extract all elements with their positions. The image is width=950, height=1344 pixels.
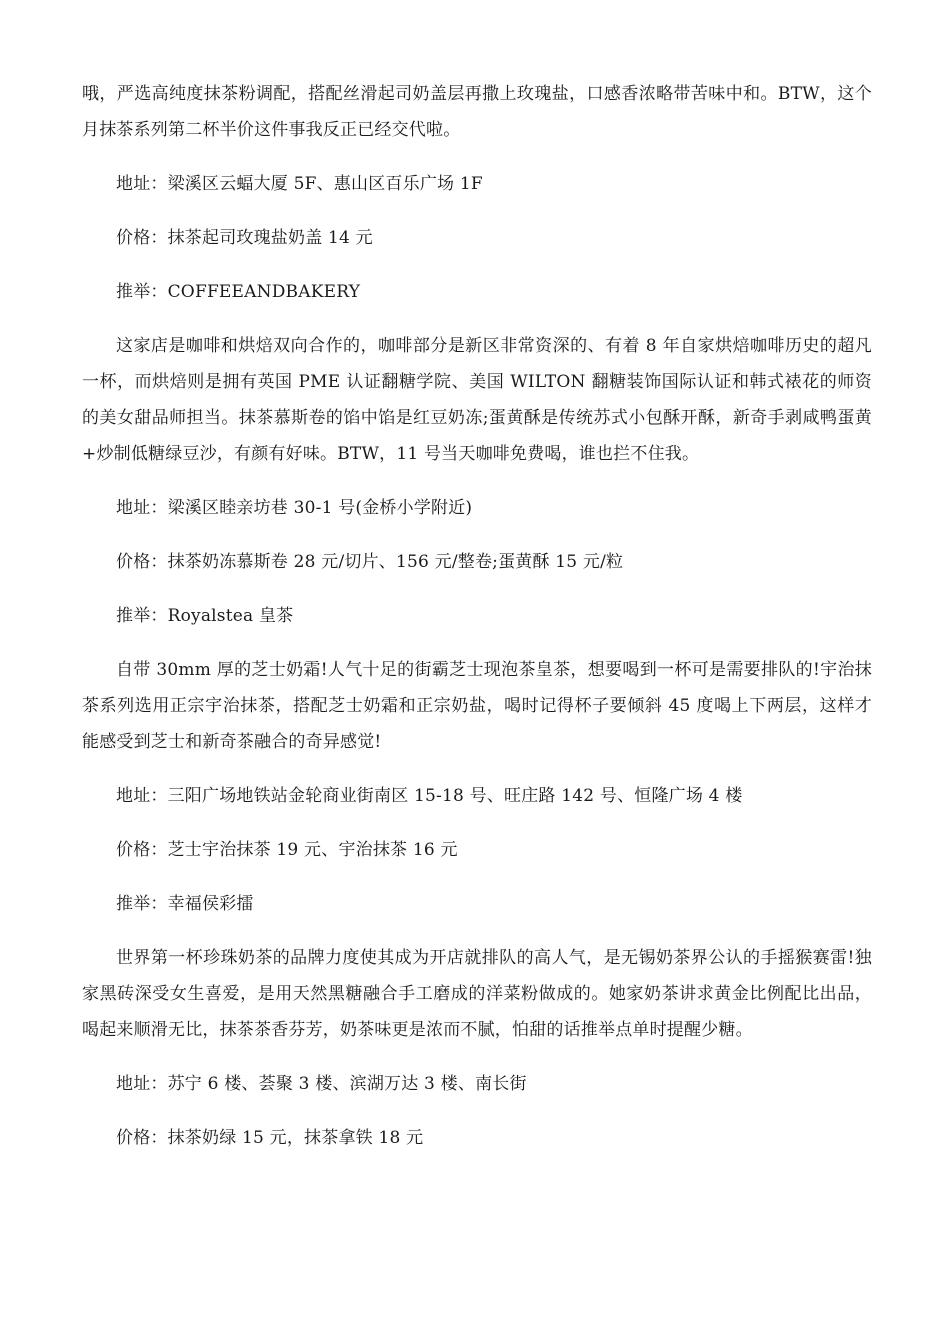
intro-paragraph: 哦，严选高纯度抹茶粉调配，搭配丝滑起司奶盖层再撒上玫瑰盐，口感香浓略带苦味中和。BTW，这个月抹茶系列第二杯半价这件事我反正已经交代啦。 [82, 84, 872, 140]
shop2-recommend: 推举：COFFEEANDBAKERY [116, 282, 361, 302]
shop3-recommend: 推举：Royalstea 皇茶 [116, 606, 294, 626]
shop2-price: 价格：抹茶奶冻慕斯卷 28 元/切片、156 元/整卷;蛋黄酥 15 元/粒 [116, 552, 624, 572]
shop4-description: 世界第一杯珍珠奶茶的品牌力度使其成为开店就排队的高人气，是无锡奶茶界公认的手摇猴赛雷!独家黑砖深受女生喜爱，是用天然黑糖融合手工磨成的洋菜粉做成的。她家奶茶讲求黄金比例配比出品，喝起来顺滑无比，抹茶茶香芬芳，奶茶味更是浓而不腻，怕甜的话推举点单时提醒少糖。 [82, 948, 872, 1040]
shop1-price: 价格：抹茶起司玫瑰盐奶盖 14 元 [116, 228, 373, 248]
shop3-price: 价格：芝士宇治抹茶 19 元、宇治抹茶 16 元 [116, 840, 458, 860]
shop2-address: 地址：梁溪区睦亲坊巷 30-1 号(金桥小学附近) [116, 498, 473, 518]
shop2-description: 这家店是咖啡和烘焙双向合作的，咖啡部分是新区非常资深的、有着 8 年自家烘焙咖啡历史的超凡一杯，而烘焙则是拥有英国 PME 认证翻糖学院、美国 WILTON 翻糖装饰国际认证和韩式裱花的师资的美女甜品师担当。抹茶慕斯卷的馅中馅是红豆奶冻;蛋黄酥是传统苏式小包酥开酥，新奇手剥咸鸭蛋黄+炒制低糖绿豆沙，有颜有好味。BTW，11 号当天咖啡免费喝，谁也拦不住我。 [82, 336, 872, 464]
shop1-address: 地址：梁溪区云蝠大厦 5F、惠山区百乐广场 1F [116, 174, 483, 194]
shop4-recommend: 推举：幸福侯彩擂 [116, 894, 254, 914]
shop4-price: 价格：抹茶奶绿 15 元，抹茶拿铁 18 元 [116, 1128, 424, 1148]
shop3-description: 自带 30mm 厚的芝士奶霜!人气十足的街霸芝士现泡茶皇茶，想要喝到一杯可是需要排队的!宇治抹茶系列选用正宗宇治抹茶，搭配芝士奶霜和正宗奶盐，喝时记得杯子要倾斜 45 度喝上下两层，这样才能感受到芝士和新奇茶融合的奇异感觉! [82, 660, 872, 752]
shop3-address: 地址：三阳广场地铁站金轮商业街南区 15-18 号、旺庄路 142 号、恒隆广场 4 楼 [116, 786, 743, 806]
document-page [82, 76, 872, 1156]
shop4-address: 地址：苏宁 6 楼、荟聚 3 楼、滨湖万达 3 楼、南长街 [116, 1074, 527, 1094]
